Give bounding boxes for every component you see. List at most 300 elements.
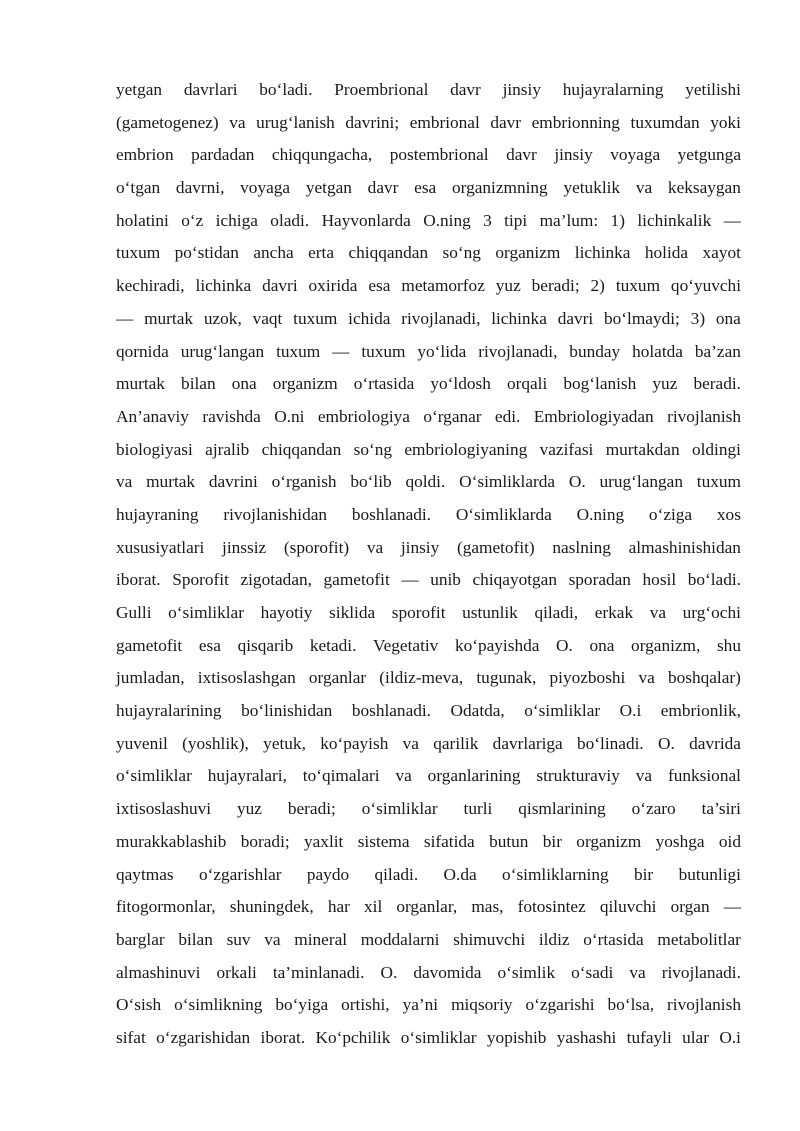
word: bilan [178, 929, 213, 949]
word: paydo [306, 864, 350, 884]
text-line [116, 303, 741, 336]
word: O.i [619, 701, 642, 721]
text-line [116, 989, 741, 1022]
word: davrini [208, 472, 258, 492]
word: qismlarining [518, 799, 606, 819]
word: o‘simliklar [116, 766, 192, 786]
word: Hayvonlarda [321, 210, 411, 230]
word: lichinka [491, 308, 547, 328]
word: o‘sadi [571, 962, 614, 982]
word: tufayli [626, 1027, 672, 1047]
word: beradi. [693, 374, 741, 394]
word: qaytmas [116, 864, 174, 884]
text-line [116, 760, 741, 793]
word: rivojlanishidan [223, 504, 328, 524]
word: O.ning [576, 504, 625, 524]
word: — [332, 341, 350, 361]
text-line [116, 891, 741, 924]
word: sporofit [391, 603, 446, 622]
word: davri [557, 308, 594, 328]
word: (sporofit) [283, 537, 350, 557]
text-line [116, 434, 741, 467]
word: o‘rganish [271, 472, 337, 492]
word: O‘simliklarda [455, 504, 552, 524]
word: O. [380, 962, 398, 982]
word: (gametogenez) [116, 112, 219, 132]
word: almashinuvi [116, 962, 201, 982]
word: ichida [348, 308, 391, 328]
word: murtak [116, 374, 165, 394]
word: tipi [504, 210, 528, 230]
word: mineral [294, 929, 348, 949]
word: pardadan [191, 145, 255, 165]
word: iborat. [116, 570, 161, 590]
word: rivojlanish [667, 995, 741, 1015]
word: hujayralarning [562, 80, 664, 99]
word: boradi; [240, 831, 290, 851]
word: strukturaviy [536, 766, 620, 786]
word: qisqarib [237, 635, 294, 655]
word: Ko‘pchilik [315, 1027, 391, 1047]
word: ta’minlanadi. [272, 962, 365, 982]
text-line [116, 826, 741, 859]
body-paragraph [116, 74, 741, 1055]
word: har [327, 897, 350, 917]
word: chiqqandan [348, 243, 429, 263]
word: barglar [116, 929, 165, 949]
word: bo‘ladi. [259, 80, 313, 99]
word: ustunlik [462, 603, 518, 622]
word: iborat. [260, 1027, 306, 1047]
word: (ildiz-meva, [379, 668, 464, 688]
word: davri [262, 276, 298, 296]
word: 3 [483, 210, 492, 230]
word: murtak [146, 472, 196, 492]
word: bo‘lsa, [607, 995, 655, 1015]
word: esa [414, 178, 437, 198]
text-line [116, 172, 741, 205]
word: ular [682, 1027, 709, 1047]
word: orkali [216, 962, 257, 982]
word: jumladan, [116, 668, 185, 688]
word: tugunak, [476, 668, 537, 688]
word: urg‘ochi [682, 603, 741, 622]
word: davrini; [345, 112, 400, 132]
word: An’anaviy [116, 406, 189, 426]
word: ma’lum: [539, 210, 599, 230]
word: davrida [689, 733, 741, 753]
word: ko‘payish [320, 733, 389, 753]
word: hujayralari, [207, 766, 287, 786]
word: (yoshlik), [182, 733, 249, 753]
word: va [402, 733, 419, 753]
word: davrlariga [492, 733, 563, 753]
word: organlar, [396, 897, 458, 917]
word: ya’ni [402, 995, 439, 1015]
word: xil [364, 897, 383, 917]
word: davr [367, 178, 399, 198]
word: sistema [357, 831, 410, 851]
word: chiqayotgan [472, 570, 557, 590]
word: urug‘langan [599, 472, 683, 492]
word: naslning [552, 537, 611, 557]
word: va [649, 603, 667, 622]
word: sifatida [423, 831, 475, 851]
word: va [366, 537, 384, 557]
word: beradi; [287, 799, 336, 819]
word: boshlanadi. [351, 701, 432, 721]
word: oladi. [270, 210, 310, 230]
word: postembrional [389, 145, 489, 165]
word: Proembrional [334, 80, 429, 99]
text-line [116, 368, 741, 401]
word: gametofit [116, 635, 183, 655]
word: gametofit [323, 570, 390, 590]
word: bo‘linadi. [577, 733, 644, 753]
text-line [116, 597, 741, 630]
word: ta’siri [701, 799, 741, 819]
word: so‘ng [353, 439, 393, 459]
word: 3) [690, 308, 706, 328]
word: va [635, 178, 653, 198]
word: urug‘lanish [256, 112, 335, 132]
text-line [116, 859, 741, 892]
word: Gulli [116, 603, 152, 622]
word: mas, [471, 897, 504, 917]
word: embrionlik, [660, 701, 741, 721]
word: embriologiya [317, 406, 410, 426]
word: o‘rganar [423, 406, 482, 426]
word: organizm, [631, 635, 701, 655]
text-line [116, 139, 741, 172]
word: O. [556, 635, 573, 655]
word: turli [463, 799, 493, 819]
word: yetuklik [563, 178, 621, 198]
word: oldingi [691, 439, 741, 459]
word: jinsiy [554, 145, 593, 165]
text-line [116, 924, 741, 957]
word: yuz [652, 374, 678, 394]
text-line [116, 1022, 741, 1055]
word: va [229, 112, 246, 132]
word: lichinkalik [637, 210, 712, 230]
text-line [116, 662, 741, 695]
word: siklida [329, 603, 376, 622]
word: edi. [494, 406, 521, 426]
word: bilan [181, 374, 216, 394]
word: esa [368, 276, 391, 296]
word: jinssiz [222, 537, 267, 557]
word: o‘ziga [648, 504, 693, 524]
word: voyaga [610, 145, 661, 165]
word: fotosintez [517, 897, 586, 917]
word: organizmning [452, 178, 548, 198]
word: xos [716, 504, 741, 524]
word: o‘zgarishi [525, 995, 595, 1015]
word: ravishda [202, 406, 261, 426]
word: ichiga [215, 210, 258, 230]
word: o‘zaro [631, 799, 676, 819]
word: murtak [144, 308, 194, 328]
word: shimuvchi [453, 929, 526, 949]
word: urug‘langan [180, 341, 265, 361]
word: va [116, 472, 133, 492]
word: organlarining [427, 766, 521, 786]
word: voyaga [240, 178, 291, 198]
word: O‘simliklarda [459, 472, 556, 492]
word: bir [542, 831, 562, 851]
word: shuningdek, [229, 897, 314, 917]
word: beradi; [531, 276, 580, 296]
word: uzok, [203, 308, 242, 328]
word: bo‘linishidan [241, 701, 333, 721]
word: o‘tgan [116, 178, 161, 198]
word: bo‘ladi. [687, 570, 741, 590]
word: ko‘payishda [454, 635, 540, 655]
word: po‘stidan [174, 243, 239, 263]
word: yetilishi [685, 80, 741, 99]
word: O.ning [423, 210, 471, 230]
word: qoldi. [405, 472, 446, 492]
word: boshlanadi. [351, 504, 432, 524]
word: qiladi. [374, 864, 419, 884]
text-line [116, 695, 741, 728]
word: hujayralarining [116, 701, 222, 721]
word: Sporofit [172, 570, 229, 590]
word: yuz [236, 799, 262, 819]
word: O. [658, 733, 675, 753]
word: bunday [569, 341, 621, 361]
word: esa [198, 635, 221, 655]
word: bo‘lib [350, 472, 392, 492]
word: davr [450, 80, 481, 99]
word: tuxum [696, 472, 741, 492]
word: miqsoriy [451, 995, 513, 1015]
word: o‘zgarishidan [156, 1027, 251, 1047]
word: o‘simliklar [400, 1027, 477, 1047]
word: metamorfoz [401, 276, 485, 296]
word: va [635, 766, 653, 786]
word: holida [644, 243, 689, 263]
word: bo‘yiga [275, 995, 329, 1015]
word: tuxum [293, 308, 338, 328]
word: yetgan [305, 178, 352, 198]
word: tuxum [276, 341, 321, 361]
word: hosil [642, 570, 677, 590]
word: organ [670, 897, 710, 917]
word: ortishi, [341, 995, 390, 1015]
text-line [116, 237, 741, 270]
word: davr [490, 112, 522, 132]
word: erta [308, 243, 335, 263]
word: embriologiyaning [404, 439, 528, 459]
word: yuvenil [116, 733, 168, 753]
word: davomida [413, 962, 482, 982]
text-line [116, 74, 741, 107]
word: ancha [253, 243, 294, 263]
word: qarilik [433, 733, 479, 753]
word: embrion [116, 145, 174, 165]
word: bir [633, 864, 654, 884]
word: biologiyasi [116, 439, 193, 459]
word: (gametofit) [456, 537, 535, 557]
word: o‘zgarishlar [198, 864, 282, 884]
word: yetgan [116, 80, 163, 99]
word: tuxumdan [630, 112, 700, 132]
word: erkak [594, 603, 634, 622]
word: Odatda, [450, 701, 505, 721]
word: lichinka [574, 243, 631, 263]
word: ona [715, 308, 741, 328]
word: organizm [576, 831, 642, 851]
word: yuz [495, 276, 521, 296]
word: jinsiy [400, 537, 440, 557]
text-line [116, 466, 741, 499]
word: organizm [272, 374, 338, 394]
word: O.da [443, 864, 477, 884]
word: o‘simliklar [168, 603, 244, 622]
word: Embriologiyadan [533, 406, 654, 426]
word: metabolitlar [657, 929, 741, 949]
word: shu [716, 635, 741, 655]
word: O‘sish [116, 995, 162, 1015]
word: embrional [409, 112, 480, 132]
word: qiluvchi [599, 897, 657, 917]
word: kechiradi, [116, 276, 185, 296]
word: o‘rtasida [353, 374, 415, 394]
word: — [401, 570, 419, 590]
word: embrionning [531, 112, 620, 132]
word: O.i [719, 1027, 741, 1047]
word: va [638, 668, 655, 688]
word: organizm [495, 243, 561, 263]
word: jinsiy [502, 80, 541, 99]
word: holatda [632, 341, 683, 361]
word: yaxlit [304, 831, 344, 851]
word: tuxum [361, 341, 406, 361]
text-line [116, 107, 741, 140]
text-line [116, 630, 741, 663]
text-line [116, 957, 741, 990]
word: sifat [116, 1027, 146, 1047]
word: yetgunga [677, 145, 741, 165]
word: ixtisoslashgan [197, 668, 296, 688]
word: ba’zan [694, 341, 741, 361]
word: keksaygan [667, 178, 741, 198]
word: o‘simliklar [361, 799, 438, 819]
word: xususiyatlari [116, 537, 205, 557]
word: yopishib [486, 1027, 547, 1047]
word: to‘qimalari [302, 766, 380, 786]
text-line [116, 532, 741, 565]
word: hayotiy [260, 603, 313, 622]
word: butun [489, 831, 529, 851]
word: suv [226, 929, 251, 949]
word: orqali [506, 374, 548, 394]
word: holatini [116, 210, 169, 230]
word: rivojlanadi. [661, 962, 741, 982]
word: o‘simliklarning [502, 864, 609, 884]
word: o‘simliklar [524, 701, 601, 721]
word: 1) [610, 210, 625, 230]
word: almashinishidan [628, 537, 741, 557]
text-line [116, 270, 741, 303]
word: yetuk, [263, 733, 306, 753]
word: chiqqungacha, [271, 145, 373, 165]
text-line [116, 401, 741, 434]
word: chiqqandan [261, 439, 342, 459]
word: ketadi. [309, 635, 357, 655]
word: o‘simlikning [174, 995, 263, 1015]
word: boshqalar) [667, 668, 741, 688]
word: butunligi [678, 864, 741, 884]
word: sporadan [568, 570, 631, 590]
word: moddalarni [360, 929, 440, 949]
word: oxirida [308, 276, 358, 296]
word: ajralib [205, 439, 250, 459]
word: yoshga [655, 831, 705, 851]
word: o‘simlik [497, 962, 556, 982]
word: O.ni [274, 406, 305, 426]
word: fitogormonlar, [116, 897, 216, 917]
word: tuxum [615, 276, 661, 296]
word: organlar [308, 668, 367, 688]
word: davrlari [183, 80, 238, 99]
word: xayot [702, 243, 741, 263]
word: va [264, 929, 281, 949]
word: unib [430, 570, 461, 590]
word: lichinka [195, 276, 252, 296]
word: piyozboshi [549, 668, 626, 688]
text-line [116, 793, 741, 826]
word: o‘z [181, 210, 204, 230]
word: so‘ng [442, 243, 481, 263]
word: — [723, 210, 741, 230]
word: yo‘ldosh [430, 374, 491, 394]
word: rivojlanadi, [478, 341, 558, 361]
word: vazifasi [539, 439, 594, 459]
word: — [723, 897, 741, 917]
word: murtakdan [605, 439, 680, 459]
word: rivojlanadi, [401, 308, 481, 328]
word: yo‘lida [417, 341, 467, 361]
text-line [116, 205, 741, 238]
word: ona [589, 635, 615, 655]
word: hujayraning [116, 504, 199, 524]
text-line [116, 564, 741, 597]
word: ona [231, 374, 257, 394]
word: funksional [667, 766, 741, 786]
word: qiladi, [534, 603, 579, 622]
word: O. [568, 472, 586, 492]
word: rivojlanish [667, 406, 741, 426]
word: — [116, 308, 134, 328]
word: bog‘lanish [563, 374, 637, 394]
word: va [629, 962, 646, 982]
word: ildiz [538, 929, 570, 949]
word: murakkablashib [116, 831, 227, 851]
word: tuxum [116, 243, 161, 263]
word: yoki [710, 112, 741, 132]
word: zigotadan, [240, 570, 312, 590]
word: qornida [116, 341, 169, 361]
text-line [116, 336, 741, 369]
word: bo‘lmaydi; [604, 308, 680, 328]
word: yashashi [556, 1027, 617, 1047]
word: o‘rtasida [583, 929, 644, 949]
word: va [395, 766, 412, 786]
word: davr [506, 145, 537, 165]
